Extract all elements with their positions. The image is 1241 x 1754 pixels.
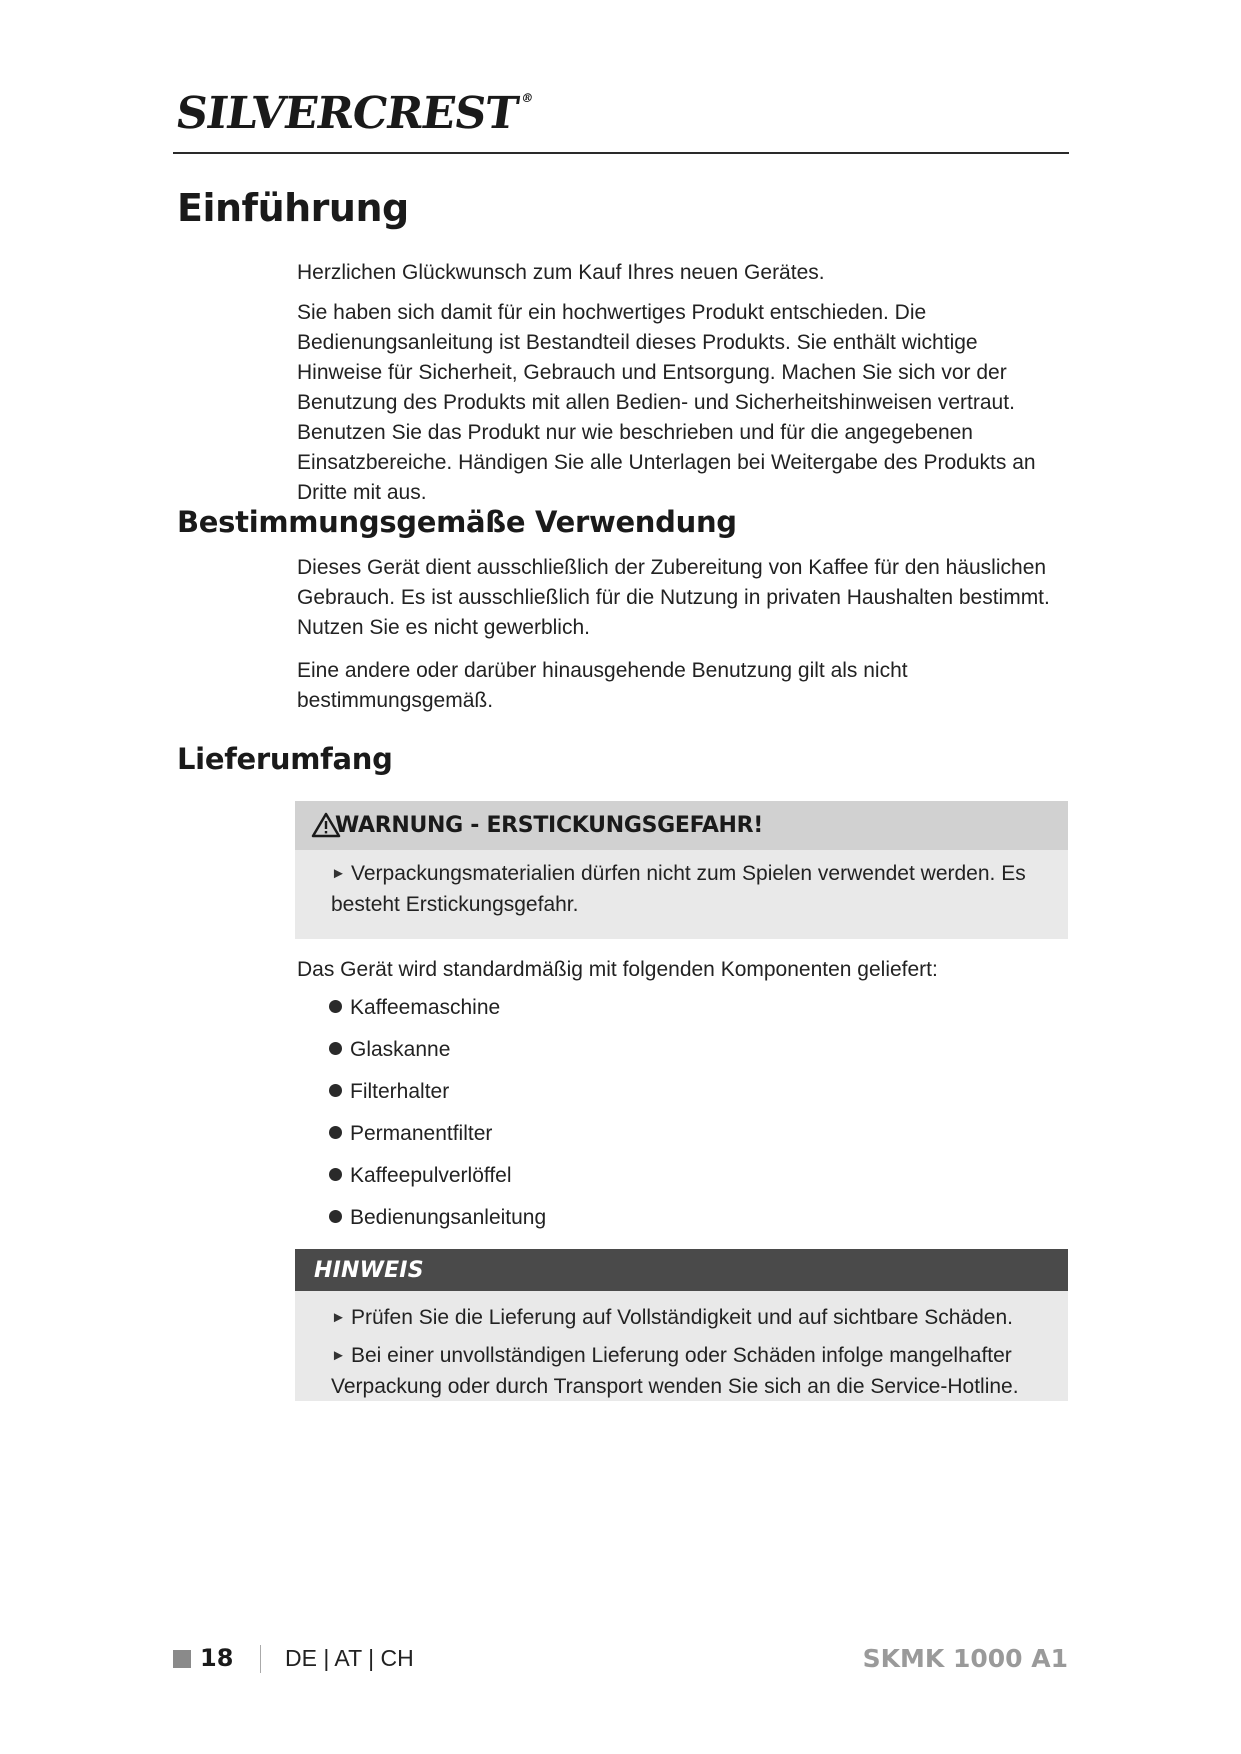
header-divider: [173, 152, 1069, 154]
note-box: [295, 1249, 1068, 1401]
arrow-bullet-icon: ►: [331, 1309, 346, 1326]
list-item: [329, 1077, 546, 1119]
registered-mark: ®: [520, 91, 534, 105]
footer-square-marker: [173, 1650, 191, 1668]
scope-item-list: [329, 993, 546, 1245]
bullet-dot-icon: [329, 1210, 342, 1223]
scope-intro: Das Gerät wird standardmäßig mit folgenden Komponenten geliefert:: [297, 958, 938, 981]
note-title: HINWEIS: [314, 1258, 424, 1283]
intended-use-paragraph-1: Dieses Gerät dient ausschließlich der Zubereitung von Kaffee für den häuslichen Gebrauch. Es ist ausschließlich für die Nutzung in privaten Haushalten bestimmt. Nutzen Sie es nicht gewerblich.: [297, 556, 1050, 639]
list-item: [329, 1161, 546, 1203]
list-item-label: Kaffeepulverlöffel: [350, 1164, 512, 1187]
warning-title: WARNUNG - ERSTICKUNGSGEFAHR!: [335, 813, 764, 838]
bullet-dot-icon: [329, 1084, 342, 1097]
model-number: SKMK 1000 A1: [862, 1644, 1068, 1673]
list-item: [329, 1035, 546, 1077]
warning-box: [295, 801, 1068, 939]
footer-separator: [260, 1645, 261, 1673]
list-item: [329, 1203, 546, 1245]
note-header: [295, 1249, 1068, 1291]
list-item: [329, 993, 546, 1035]
arrow-bullet-icon: ►: [331, 865, 346, 882]
list-item-label: Bedienungsanleitung: [350, 1206, 547, 1229]
note-item-text: Prüfen Sie die Lieferung auf Vollständigkeit und auf sichtbare Schäden.: [351, 1306, 1013, 1329]
footer-languages: DE | AT | CH: [285, 1645, 414, 1671]
list-item-label: Filterhalter: [350, 1080, 450, 1103]
section-title-scope: Lieferumfang: [177, 742, 393, 776]
warning-text-content: Verpackungsmaterialien dürfen nicht zum Spielen verwendet werden. Es besteht Erstickungsgefahr.: [331, 862, 1026, 916]
bullet-dot-icon: [329, 1000, 342, 1013]
note-item-1: [331, 1302, 1051, 1333]
page-number: 18: [200, 1644, 234, 1672]
list-item-label: Glaskanne: [350, 1038, 451, 1061]
warning-text: [331, 858, 1051, 920]
logo-word-crest: CREST: [348, 88, 521, 139]
silvercrest-logo: [172, 88, 534, 139]
logo-word-silver: SILVER: [172, 88, 357, 139]
intro-paragraph-1: Herzlichen Glückwunsch zum Kauf Ihres neuen Gerätes.: [297, 261, 825, 284]
warning-header: [295, 801, 1068, 850]
bullet-dot-icon: [329, 1042, 342, 1055]
intended-use-paragraph-2: Eine andere oder darüber hinausgehende Benutzung gilt als nicht bestimmungsgemäß.: [297, 659, 908, 712]
list-item-label: Kaffeemaschine: [350, 996, 501, 1019]
list-item: [329, 1119, 546, 1161]
arrow-bullet-icon: ►: [331, 1347, 346, 1364]
intro-paragraph-2: Sie haben sich damit für ein hochwertiges Produkt entschieden. Die Bedienungsanleitung ist Bestandteil dieses Produkts. Sie enthält wichtige Hinweise für Sicherheit, Gebrauch und Entsorgung. Machen Sie sich vor der Benutzung des Produkts mit allen Bedien- und Sicherheitshinweisen vertraut. Benutzen Sie das Produkt nur wie beschrieben und für die angegebenen Einsatzbereiche. Händigen Sie alle Unterlagen bei Weitergabe des Produkts an Dritte mit aus.: [297, 301, 1036, 504]
note-item-text: Bei einer unvollständigen Lieferung oder Schäden infolge mangelhafter Verpackung oder durch Transport wenden Sie sich an die Service-Hotline.: [331, 1344, 1019, 1398]
bullet-dot-icon: [329, 1126, 342, 1139]
bullet-dot-icon: [329, 1168, 342, 1181]
page-title: Einführung: [177, 186, 409, 230]
note-item-2: [331, 1340, 1051, 1402]
list-item-label: Permanentfilter: [350, 1122, 493, 1145]
section-title-intended-use: Bestimmungsgemäße Verwendung: [177, 505, 737, 539]
